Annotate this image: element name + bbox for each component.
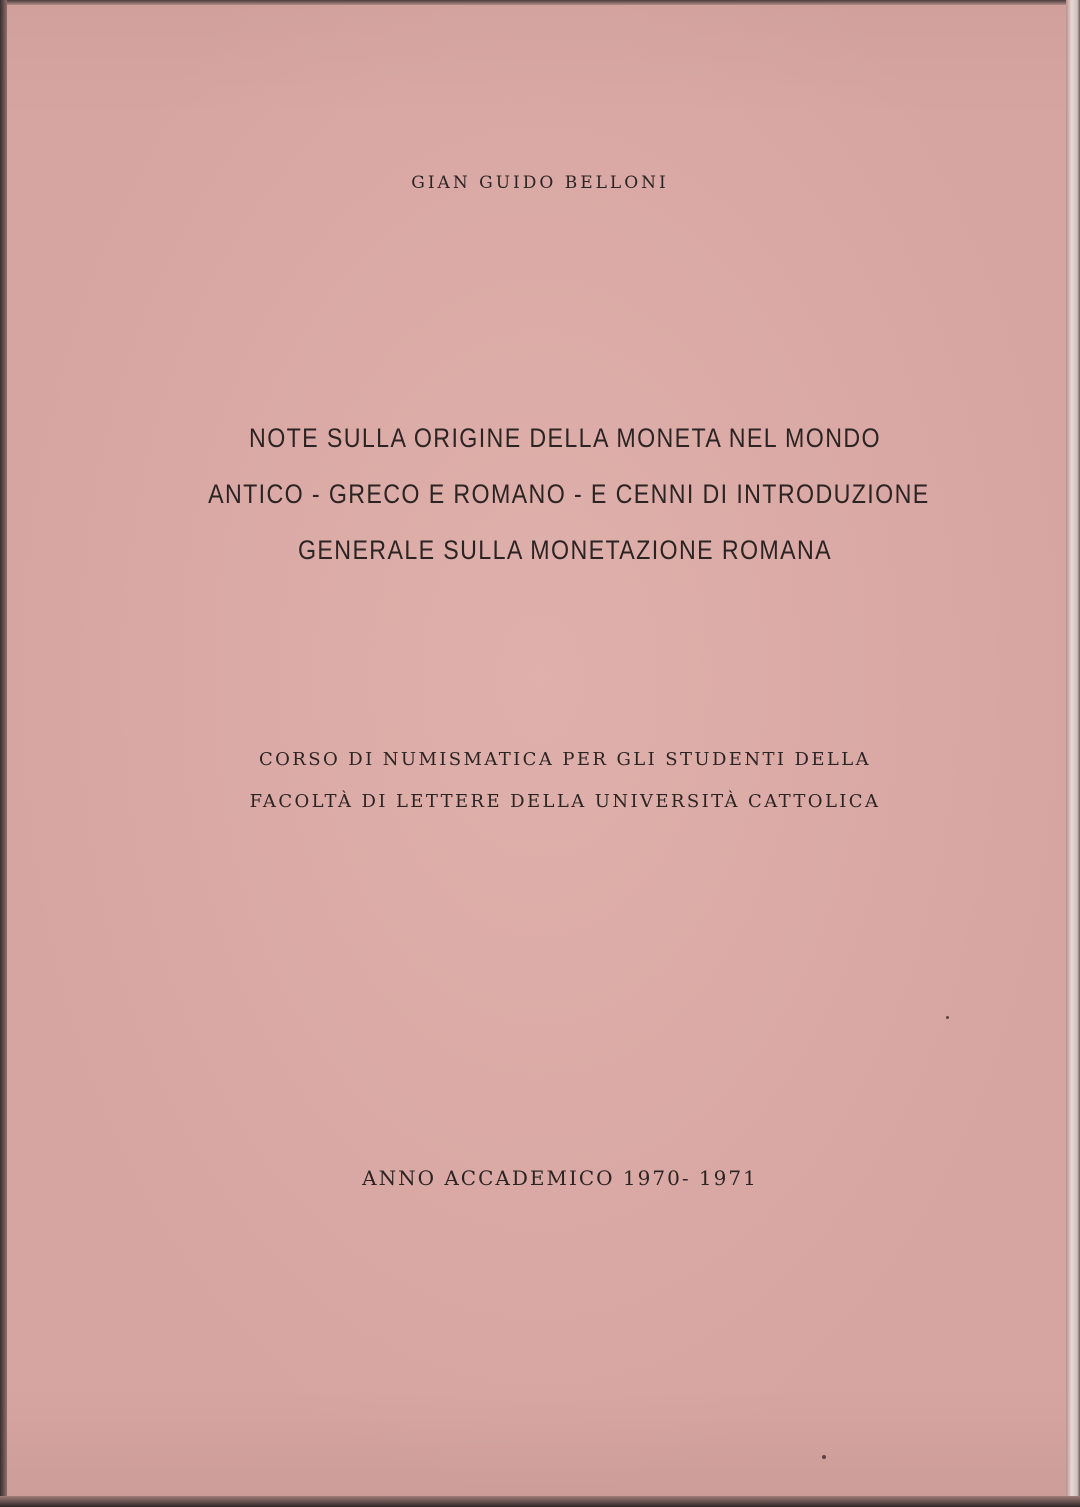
cover-bottom-edge: [0, 1496, 1080, 1507]
paper-speck: [822, 1455, 826, 1459]
cover-top-edge: [0, 0, 1080, 5]
author-name: GIAN GUIDO BELLONI: [411, 173, 669, 193]
cover-right-edge: [1066, 0, 1080, 1507]
subtitle-line-1: CORSO DI NUMISMATICA PER GLI STUDENTI DELLA: [258, 749, 872, 770]
subtitle-line-2: FACOLTÀ DI LETTERE DELLA UNIVERSITÀ CATTOLICA: [249, 791, 881, 812]
title-line-1: NOTE SULLA ORIGINE DELLA MONETA NEL MONDO: [249, 423, 881, 453]
title-line-2: ANTICO - GRECO E ROMANO - E CENNI DI INTRODUZIONE: [208, 479, 930, 509]
academic-year: ANNO ACCADEMICO 1970- 1971: [362, 1166, 758, 1190]
cover-left-edge: [0, 0, 7, 1507]
title-line-3: GENERALE SULLA MONETAZIONE ROMANA: [297, 535, 832, 565]
paper-speck: [946, 1016, 949, 1019]
